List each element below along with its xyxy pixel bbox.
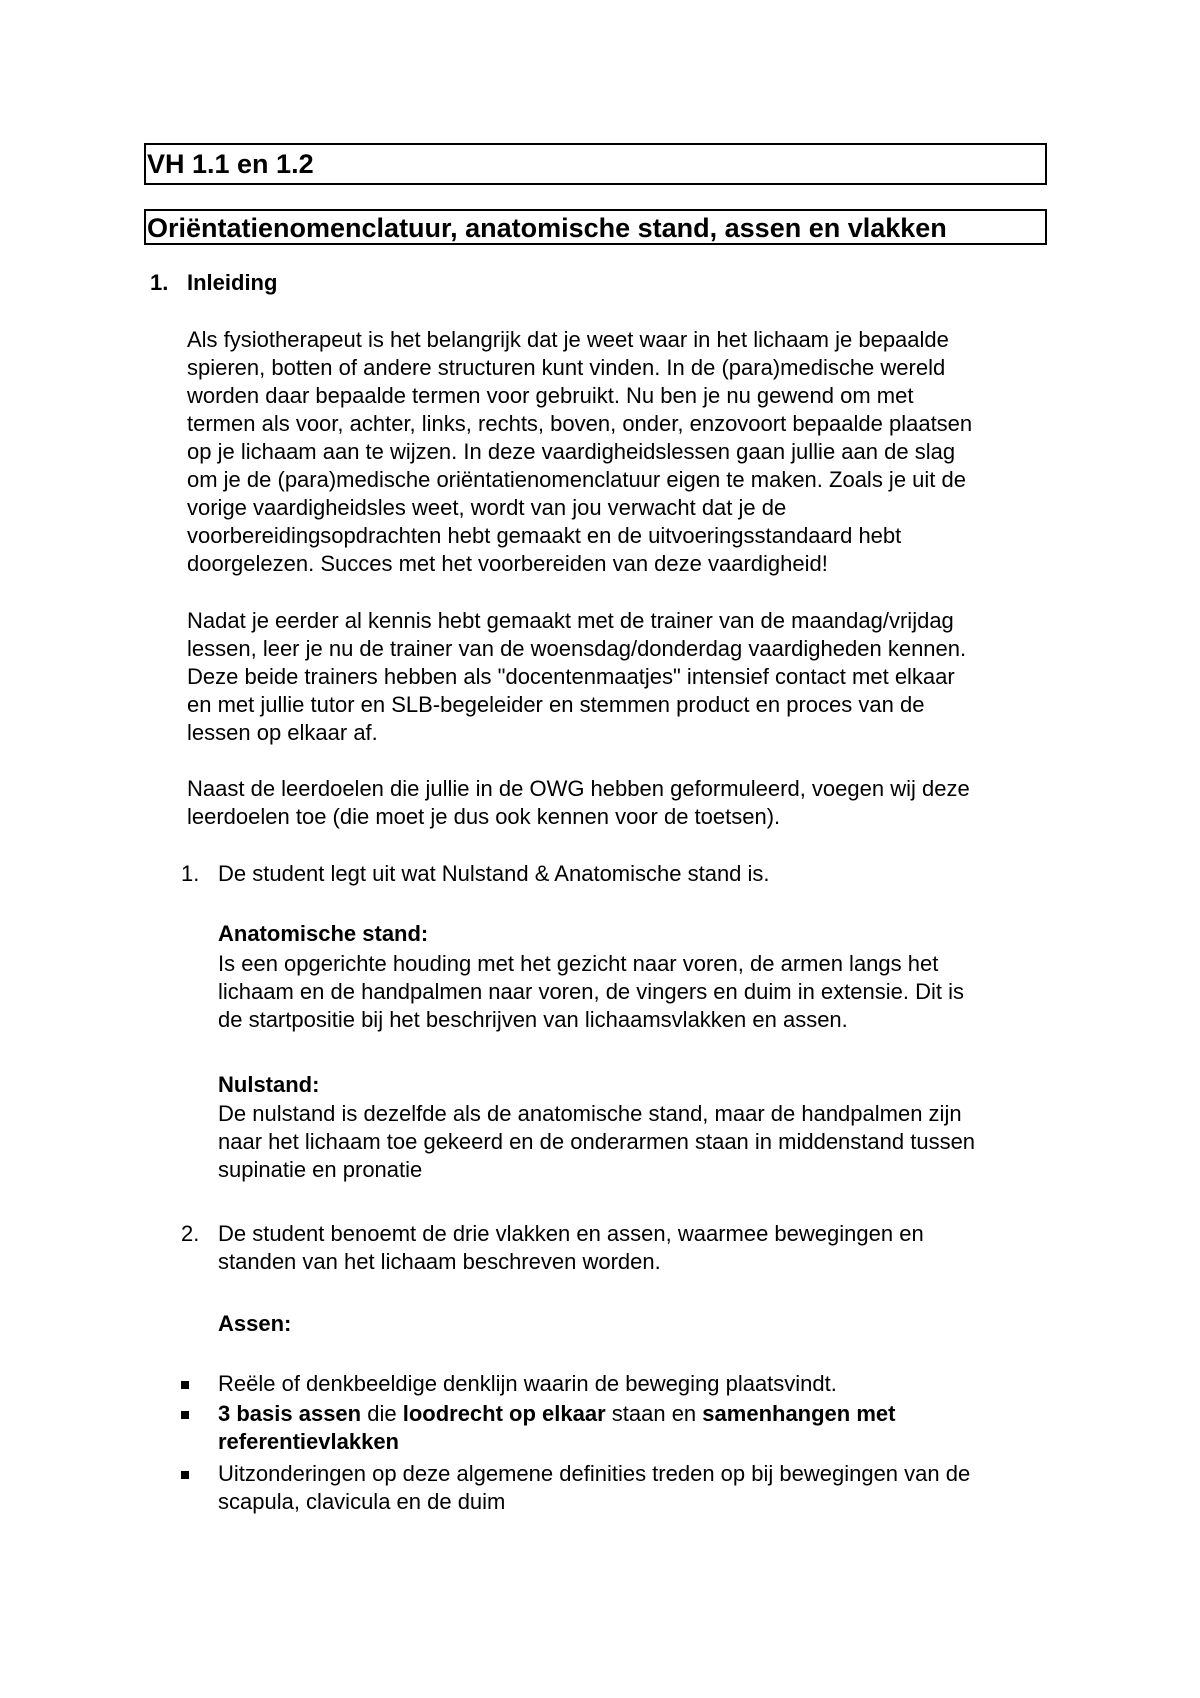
text-line: spieren, botten of andere structuren kunt vinden. In de (para)medische wereld (187, 355, 946, 380)
anatomische-stand-text (218, 950, 1078, 1034)
text-line: lessen, leer je nu de trainer van de woensdag/donderdag vaardigheden kennen. (187, 636, 967, 661)
text-line: De student benoemt de drie vlakken en assen, waarmee bewegingen en (218, 1221, 924, 1246)
text-line: supinatie en pronatie (218, 1157, 423, 1182)
document-title: VH 1.1 en 1.2 (147, 149, 314, 179)
goal-number: 2. (181, 1221, 200, 1246)
text-line (218, 1400, 1078, 1428)
intro-paragraph-3 (187, 775, 1067, 831)
square-bullet-icon (181, 1381, 189, 1389)
text-line: Nadat je eerder al kennis hebt gemaakt met de trainer van de maandag/vrijdag (187, 608, 954, 633)
bullet-item (218, 1460, 1078, 1516)
nulstand-heading: Nulstand: (218, 1072, 320, 1097)
bold-text: referentievlakken (218, 1429, 399, 1454)
text-line: vorige vaardigheidsles weet, wordt van jou verwacht dat je de (187, 495, 787, 520)
text-line: Deze beide trainers hebben als "docentenmaatjes" intensief contact met elkaar (187, 664, 955, 689)
section-number: 1. (150, 270, 169, 295)
intro-paragraph-1 (187, 326, 1067, 578)
text-line: leerdoelen toe (die moet je dus ook kennen voor de toetsen). (187, 804, 781, 829)
text-line: op je lichaam aan te wijzen. In deze vaardigheidslessen gaan jullie aan de slag (187, 439, 956, 464)
text-line: De student legt uit wat Nulstand & Anatomische stand is. (218, 861, 770, 886)
goal-number: 1. (181, 861, 200, 886)
text-line: voorbereidingsopdrachten hebt gemaakt en de uitvoeringsstandaard hebt (187, 523, 902, 548)
text-line: De nulstand is dezelfde als de anatomische stand, maar de handpalmen zijn (218, 1101, 962, 1126)
intro-paragraph-2 (187, 607, 1067, 747)
text-run: staan en (605, 1401, 703, 1426)
document-subtitle-box (144, 209, 1047, 245)
bullet-item (218, 1370, 1078, 1398)
text-line: scapula, clavicula en de duim (218, 1489, 506, 1514)
text-line: Als fysiotherapeut is het belangrijk dat je weet waar in het lichaam je bepaalde (187, 327, 949, 352)
goal-text (218, 1220, 1078, 1276)
nulstand-text (218, 1100, 1078, 1184)
text-line: termen als voor, achter, links, rechts, boven, onder, enzovoort bepaalde plaatsen (187, 411, 973, 436)
bullet-item (218, 1400, 1078, 1456)
text-line: Naast de leerdoelen die jullie in de OWG hebben geformuleerd, voegen wij deze (187, 776, 970, 801)
text-line: lichaam en de handpalmen naar voren, de vingers en duim in extensie. Dit is (218, 979, 964, 1004)
text-line: Uitzonderingen op deze algemene definities treden op bij bewegingen van de (218, 1461, 971, 1486)
square-bullet-icon (181, 1471, 189, 1479)
text-line: worden daar bepaalde termen voor gebruikt. Nu ben je nu gewend om met (187, 383, 914, 408)
text-line: naar het lichaam toe gekeerd en de onderarmen staan in middenstand tussen (218, 1129, 976, 1154)
text-line: standen van het lichaam beschreven worden. (218, 1249, 661, 1274)
bold-text: loodrecht op elkaar (402, 1401, 606, 1426)
text-line: doorgelezen. Succes met het voorbereiden van deze vaardigheid! (187, 551, 828, 576)
text-line: Is een opgerichte houding met het gezicht naar voren, de armen langs het (218, 951, 939, 976)
text-run: die (361, 1401, 403, 1426)
document-title-box (144, 143, 1047, 185)
goal-text (218, 860, 1078, 888)
anatomische-stand-heading: Anatomische stand: (218, 921, 429, 946)
bold-text: samenhangen met (702, 1401, 896, 1426)
section-title: Inleiding (187, 270, 278, 295)
text-line: om je de (para)medische oriëntatienomenclatuur eigen te maken. Zoals je uit de (187, 467, 966, 492)
text-line: en met jullie tutor en SLB-begeleider en stemmen product en proces van de (187, 692, 925, 717)
text-line (218, 1428, 1078, 1456)
document-subtitle: Oriëntatienomenclatuur, anatomische stand, assen en vlakken (147, 213, 947, 243)
text-line: lessen op elkaar af. (187, 720, 378, 745)
square-bullet-icon (181, 1411, 189, 1419)
text-line: de startpositie bij het beschrijven van lichaamsvlakken en assen. (218, 1007, 848, 1032)
assen-heading: Assen: (218, 1311, 292, 1336)
text-line: Reële of denkbeeldige denklijn waarin de beweging plaatsvindt. (218, 1371, 837, 1396)
bold-text: 3 basis assen (218, 1401, 362, 1426)
